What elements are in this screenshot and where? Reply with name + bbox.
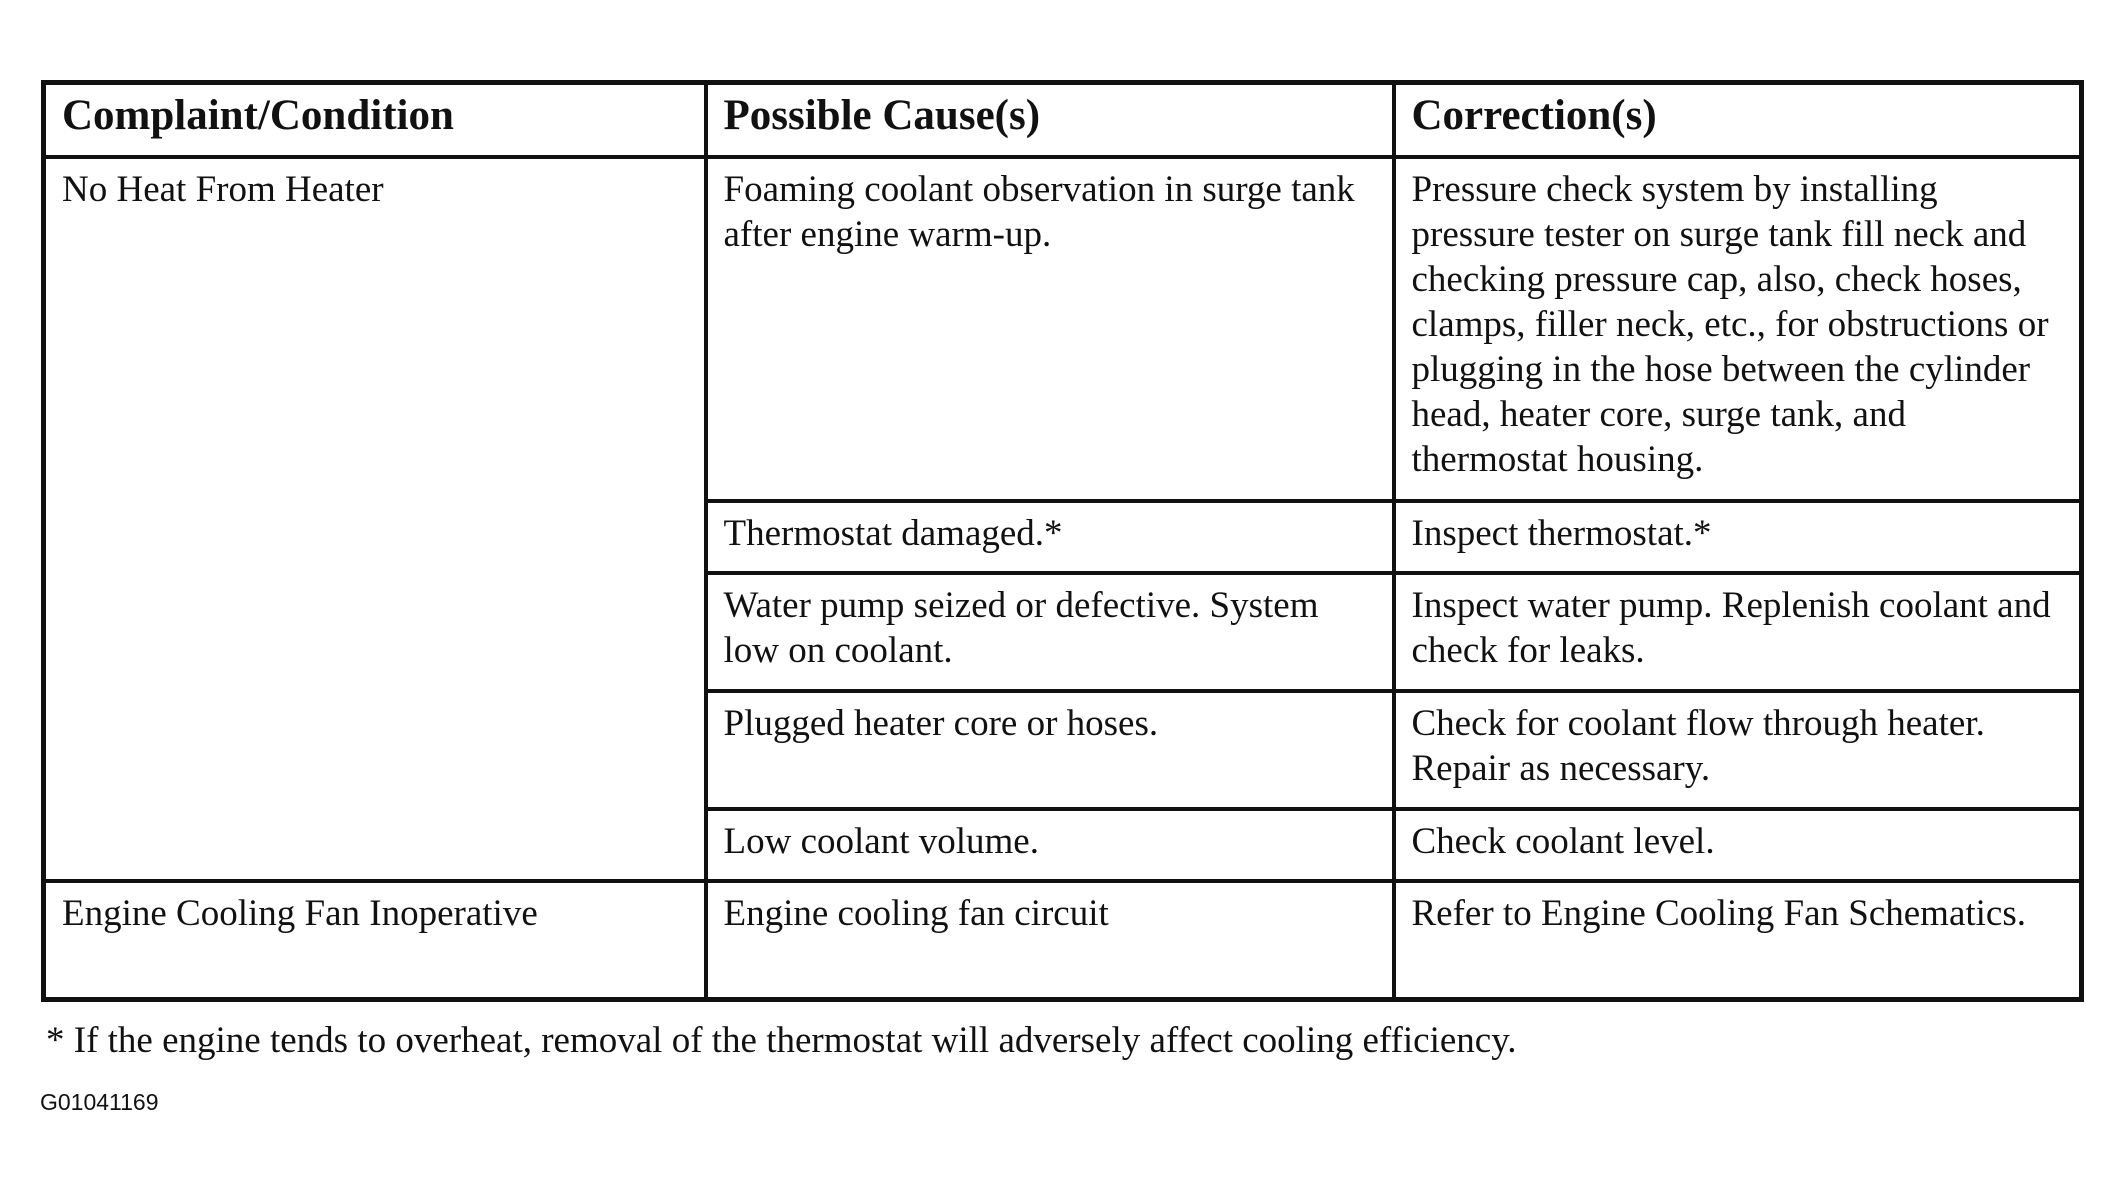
figure-id: G01041169 (40, 1089, 159, 1115)
correction-cell: Check coolant level. (1394, 809, 2082, 881)
condition-cell: Engine Cooling Fan Inoperative (44, 881, 706, 1000)
condition-cell: No Heat From Heater (44, 157, 706, 881)
header-complaint-condition: Complaint/Condition (44, 83, 706, 158)
table-row (44, 157, 2082, 501)
cause-cell: Foaming coolant observation in surge tank after engine warm-up. (706, 157, 1394, 501)
diagnosis-table-container (41, 80, 2079, 1002)
cause-cell: Thermostat damaged.* (706, 501, 1394, 573)
cause-cell: Plugged heater core or hoses. (706, 691, 1394, 809)
correction-cell: Pressure check system by installing pressure tester on surge tank fill neck and checking pressure cap, also, check hoses, clamps, filler neck, etc., for obstructions or plugging in the hose between the cylinder head, heater core, surge tank, and thermostat housing. (1394, 157, 2082, 501)
header-corrections: Correction(s) (1394, 83, 2082, 158)
correction-cell: Inspect thermostat.* (1394, 501, 2082, 573)
diagnosis-table (41, 80, 2084, 1002)
table-header-row (44, 83, 2082, 158)
correction-cell: Inspect water pump. Replenish coolant and check for leaks. (1394, 573, 2082, 691)
header-possible-causes: Possible Cause(s) (706, 83, 1394, 158)
correction-cell: Check for coolant flow through heater. Repair as necessary. (1394, 691, 2082, 809)
cause-cell: Engine cooling fan circuit (706, 881, 1394, 1000)
cause-cell: Water pump seized or defective. System low on coolant. (706, 573, 1394, 691)
cause-cell: Low coolant volume. (706, 809, 1394, 881)
table-row (44, 881, 2082, 1000)
footnote: * If the engine tends to overheat, removal of the thermostat will adversely affect cooling efficiency. (46, 1020, 1517, 1061)
correction-cell: Refer to Engine Cooling Fan Schematics. (1394, 881, 2082, 1000)
